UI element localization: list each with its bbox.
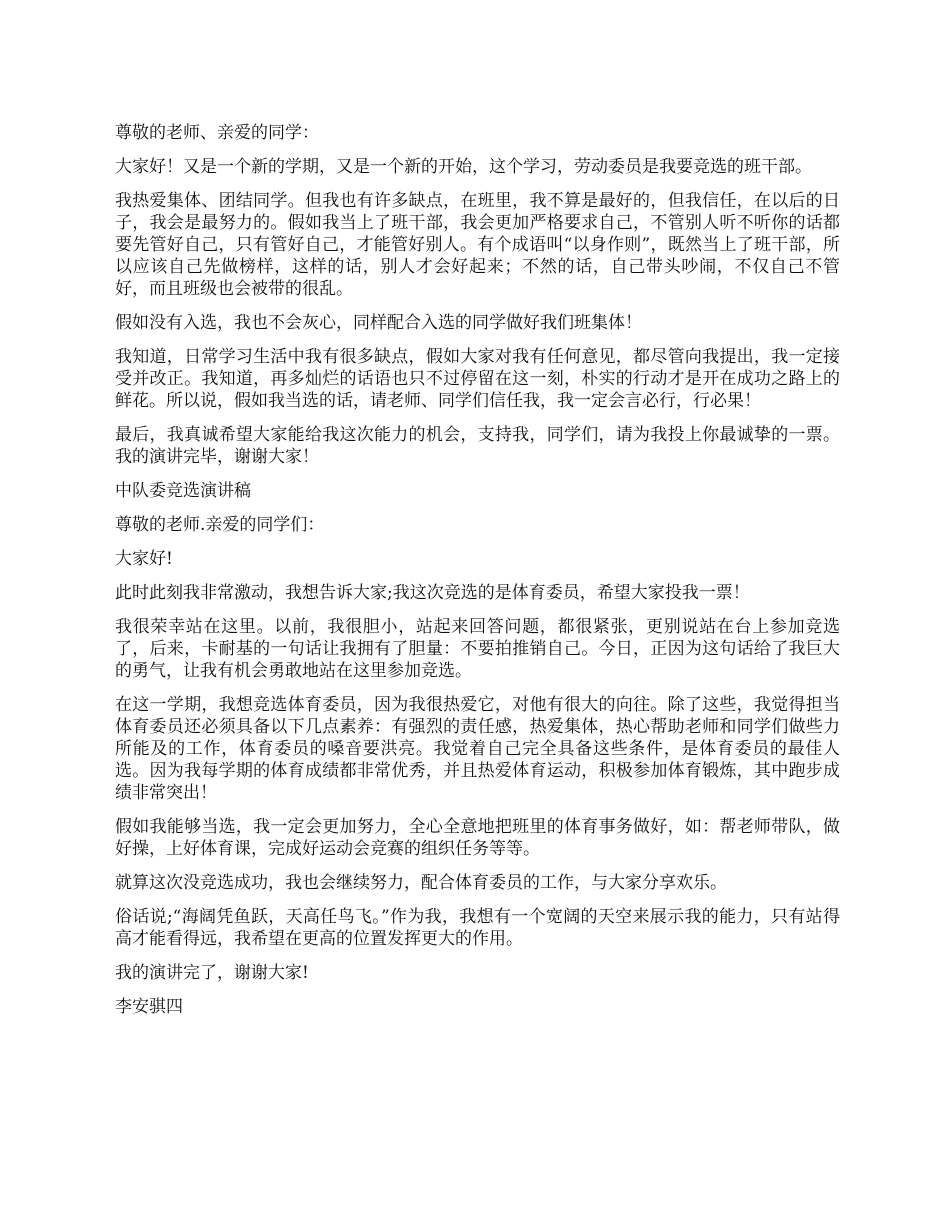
paragraph: 我知道，日常学习生活中我有很多缺点，假如大家对我有任何意见，都尽管向我提出，我一定接受并改正。我知道，再多灿烂的话语也只不过停留在这一刻，朴实的行动才是开在成功之路上的鲜花。所以说，假如我当选的话，请老师、同学们信任我，我一定会言必行，行必果！ (115, 347, 840, 411)
paragraph: 假如没有入选，我也不会灰心，同样配合入选的同学做好我们班集体！ (115, 313, 642, 333)
paragraph: 在这一学期，我想竞选体育委员，因为我很热爱它，对他有很大的向往。除了这些，我觉得担当体育委员还必须具备以下几点素养：有强烈的责任感，热爱集体，热心帮助老师和同学们做些力所能及的工作，体育委员的嗓音要洪亮。我觉着自己完全具备这些条件，是体育委员的最佳人选。因为我每学期的体育成绩都非常优秀，并且热爱体育运动，积极参加体育锻炼，其中跑步成绩非常突出！ (115, 695, 840, 803)
paragraph: 就算这次没竞选成功，我也会继续努力，配合体育委员的工作，与大家分享欢乐。 (115, 873, 727, 893)
paragraph: 大家好！又是一个新的学期，又是一个新的开始，这个学习，劳动委员是我要竞选的班干部。 (115, 157, 812, 177)
paragraph: 最后，我真诚希望大家能给我这次能力的机会，支持我，同学们，请为我投上你最诚挚的一票。我的演讲完毕，谢谢大家！ (115, 425, 840, 467)
document-page (115, 122, 840, 1030)
paragraph: 俗话说;“海阔凭鱼跃，天高任鸟飞。”作为我，我想有一个宽阔的天空来展示我的能力，只有站得高才能看得远，我希望在更高的位置发挥更大的作用。 (115, 907, 840, 949)
section-title: 中队委竞选演讲稿 (115, 481, 251, 501)
paragraph: 此时此刻我非常激动，我想告诉大家;我这次竞选的是体育委员，希望大家投我一票！ (115, 583, 750, 603)
salutation: 尊敬的老师、亲爱的同学： (115, 123, 319, 143)
paragraph: 我热爱集体、团结同学。但我也有许多缺点，在班里，我不算是最好的，但我信任，在以后的日子，我会是最努力的。假如我当上了班干部，我会更加严格要求自己，不管别人听不听你的话都要先管好自己，只有管好自己，才能管好别人。有个成语叫“以身作则”，既然当上了班干部，所以应该自己先做榜样，这样的话，别人才会好起来；不然的话，自己带头吵闹，不仅自己不管好，而且班级也会被带的很乱。 (115, 191, 840, 299)
closing: 我的演讲完了，谢谢大家! (115, 963, 309, 983)
paragraph: 我很荣幸站在这里。以前，我很胆小，站起来回答问题，都很紧张，更别说站在台上参加竞选了，后来，卡耐基的一句话让我拥有了胆量：不要拍推销自己。今日，正因为这句话给了我巨大的勇气，让我有机会勇敢地站在这里参加竞选。 (115, 617, 840, 681)
signature-name: 李安骐四 (115, 997, 183, 1017)
salutation: 尊敬的老师.亲爱的同学们： (115, 515, 325, 535)
paragraph: 假如我能够当选，我一定会更加努力，全心全意地把班里的体育事务做好，如：帮老师带队，做好操，上好体育课，完成好运动会竞赛的组织任务等等。 (115, 817, 840, 859)
greeting: 大家好! (115, 549, 173, 569)
